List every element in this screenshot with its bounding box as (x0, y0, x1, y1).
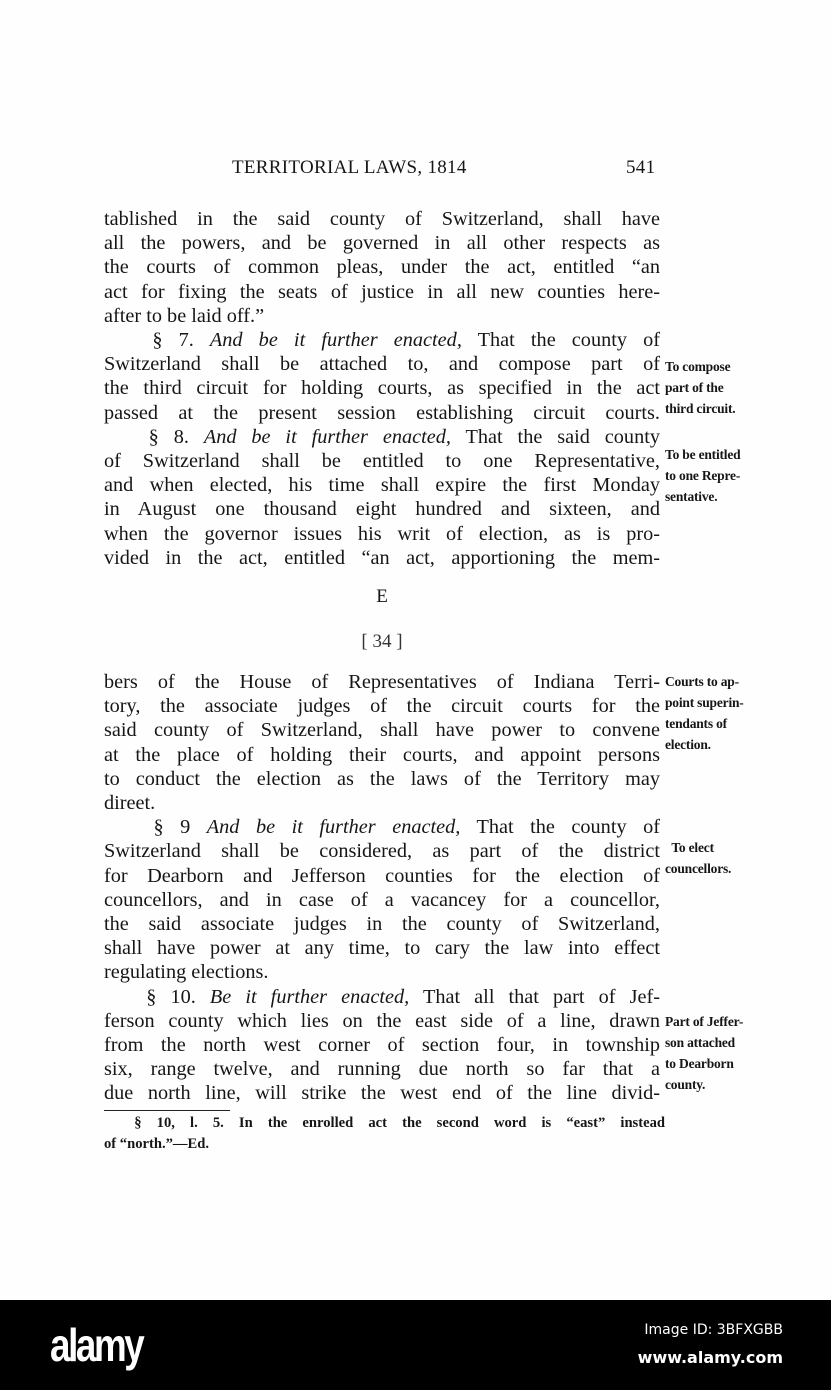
body-text-line (104, 473, 660, 497)
margin-note-line: To be entitled (665, 447, 741, 462)
line-text: councellors, and in case of a vacancey for a councellor, (104, 888, 660, 911)
line-text: tablished in the said county of Switzerland, shall have (104, 208, 660, 230)
section-number: § 9 (104, 816, 207, 839)
margin-note-line: son attached (665, 1035, 735, 1050)
line-text: at the place of holding their courts, and appoint persons (104, 743, 660, 766)
margin-note (665, 444, 740, 507)
body-text-line (104, 791, 660, 815)
body-text-line (104, 985, 660, 1009)
body-text-line (104, 888, 660, 912)
body-text-line (104, 328, 660, 352)
image-id: Image ID: 3BFXGBB (644, 1322, 783, 1338)
section-number: § 8. (104, 425, 204, 448)
margin-note-line: county. (665, 1077, 706, 1092)
line-text: bers of the House of Representatives of Indiana Terri- (104, 671, 660, 693)
body-text-line (104, 1033, 660, 1057)
body-text-line (104, 1009, 660, 1033)
line-text: due north line, will strike the west end of the line divid- (104, 1082, 660, 1105)
body-text-line (104, 1057, 660, 1081)
original-page-number: [ 34 ] (361, 631, 403, 652)
line-text: act for fixing the seats of justice in all new counties here- (104, 280, 660, 303)
body-text-line (104, 815, 660, 839)
body-text-line (104, 231, 660, 255)
line-text: to conduct the election as the laws of the Territory may (104, 767, 660, 790)
line-text: That the said county (450, 425, 660, 448)
line-text: passed at the present session establishing circuit courts. (104, 401, 660, 424)
enacting-clause: And be it further enacted, (203, 425, 451, 448)
body-text-line (104, 449, 660, 473)
body-text-line (104, 304, 660, 328)
line-text: Switzerland shall be considered, as part of the district (104, 840, 660, 863)
enacting-clause: And be it further enacted, (209, 329, 462, 351)
line-text: six, range twelve, and running due north so far that a (104, 1058, 660, 1081)
body-text-line (104, 694, 660, 718)
body-text-line (104, 718, 660, 742)
margin-note-line: part of the (665, 380, 724, 395)
margin-note (665, 671, 744, 755)
body-text-line (104, 839, 660, 863)
body-text-line (104, 497, 660, 521)
running-header-title: TERRITORIAL LAWS, 1814 (232, 157, 467, 178)
margin-note-line: councellors. (665, 861, 732, 876)
line-text: tory, the associate judges of the circuit courts for the (104, 695, 660, 718)
enacting-clause: And be it further enacted, (206, 816, 461, 839)
line-text: ferson county which lies on the east side of a line, drawn (104, 1009, 660, 1032)
line-text: regulating elections. (104, 961, 269, 984)
body-text-line (104, 522, 660, 546)
margin-note-line: Part of Jeffer- (665, 1014, 744, 1029)
line-text: the third circuit for holding courts, as specified in the act (104, 377, 660, 400)
body-text-line (104, 936, 660, 960)
watermark-banner (0, 1300, 831, 1390)
line-text: and when elected, his time shall expire the first Monday (104, 474, 660, 497)
margin-note-line: point superin- (665, 695, 744, 710)
line-text: That all that part of Jef- (409, 985, 660, 1008)
line-text: shall have power at any time, to cary the law into effect (104, 937, 660, 960)
line-text: direet. (104, 792, 156, 814)
enacting-clause: Be it further enacted, (209, 985, 410, 1008)
signature-mark: E (376, 586, 388, 607)
line-text: in August one thousand eight hundred and sixteen, and (104, 498, 660, 521)
margin-note-line: sentative. (665, 489, 718, 504)
margin-note-line: tendants of (665, 716, 727, 731)
section-number: § 10. (104, 985, 210, 1008)
line-text: after to be laid off.” (104, 304, 265, 327)
margin-note (665, 356, 735, 419)
line-text: the courts of common pleas, under the act, entitled “an (104, 256, 660, 279)
line-text: said county of Switzerland, shall have power to convene (104, 719, 660, 742)
body-text-line (104, 376, 660, 400)
margin-note-line: To elect (665, 840, 714, 855)
line-text: from the north west corner of section four, in township (104, 1034, 660, 1056)
body-text-line (104, 207, 660, 231)
body-text-line (104, 743, 660, 767)
body-text-line (104, 960, 660, 984)
footnote-line: § 10, l. 5. In the enrolled act the second word is “east” instead (104, 1115, 665, 1131)
line-text: Switzerland shall be attached to, and compose part of (104, 353, 660, 376)
line-text: all the powers, and be governed in all other respects as (104, 232, 660, 255)
margin-note-line: election. (665, 737, 711, 752)
line-text: of Switzerland shall be entitled to one Representative, (104, 450, 660, 472)
margin-note-line: third circuit. (665, 401, 736, 416)
line-text: That the county of (461, 329, 661, 351)
margin-note (665, 1011, 743, 1095)
margin-note-line: Courts to ap- (665, 674, 739, 689)
body-text-line (104, 352, 660, 376)
watermark-url: www.alamy.com (637, 1348, 783, 1367)
line-text: vided in the act, entitled “an act, apportioning the mem- (104, 546, 660, 569)
line-text: when the governor issues his writ of election, as is pro- (104, 522, 660, 545)
line-text: That the county of (460, 816, 660, 839)
body-text-line (104, 401, 660, 425)
margin-note-line: to one Repre- (665, 468, 741, 483)
section-number: § 7. (104, 329, 210, 351)
line-text: the said associate judges in the county of Switzerland, (104, 913, 660, 935)
body-text-line (104, 912, 660, 936)
body-text-line (104, 255, 660, 279)
alamy-logo: alamy (50, 1319, 143, 1371)
margin-note (665, 837, 731, 879)
body-text-line (104, 425, 660, 449)
body-text-line (104, 546, 660, 570)
body-text-line (104, 864, 660, 888)
page-number: 541 (626, 157, 656, 178)
body-text-line (104, 1081, 660, 1105)
line-text: for Dearborn and Jefferson counties for the election of (104, 864, 660, 887)
margin-note-line: To compose (665, 359, 731, 374)
body-text-line (104, 670, 660, 694)
body-text-line (104, 280, 660, 304)
body-text-line (104, 767, 660, 791)
footnote-rule (104, 1110, 230, 1111)
margin-note-line: to Dearborn (665, 1056, 734, 1071)
footnote-line: of “north.”—Ed. (104, 1136, 210, 1152)
